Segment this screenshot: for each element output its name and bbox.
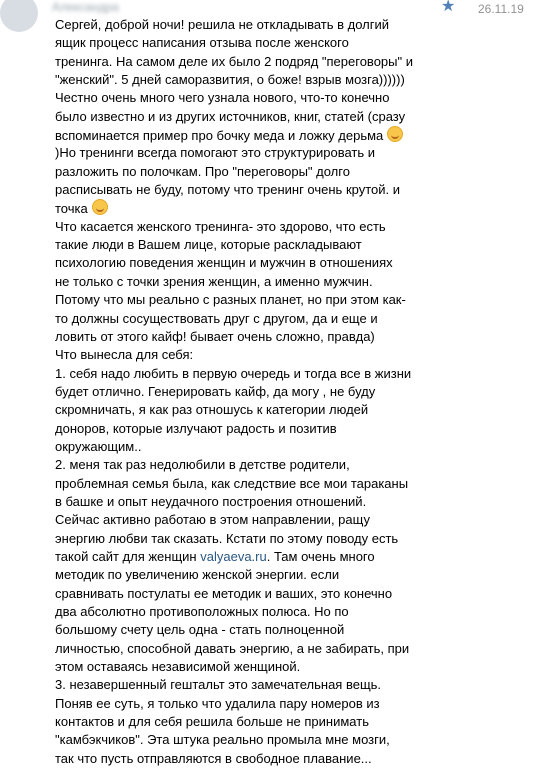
text-line: Сергей, доброй ночи! решила не откладывать в долгий <box>55 17 390 32</box>
text-line: 2. меня так раз недолюбили в детстве родители, <box>55 457 350 473</box>
text-line: два абсолютно противоположных полюса. Но по <box>55 604 349 619</box>
text-line <box>55 126 525 144</box>
text-line: )Но тренинги всегда помогают это структурировать и <box>55 145 376 161</box>
review-text <box>55 16 525 768</box>
text-line: такие люди в Вашем лице, которые раскладывают <box>55 237 362 253</box>
text-line <box>55 548 525 566</box>
text-segment: точка <box>55 201 88 217</box>
text-line: будет отлично. Генерировать кайф, да могу , не буду <box>55 383 376 399</box>
text-line: тренинга. На самом деле их было 2 подряд "переговоры" и <box>55 53 413 69</box>
valyaeva-link[interactable]: valyaeva.ru <box>200 548 267 564</box>
text-line: проблемная семья была, как следствие все мои тараканы <box>55 475 409 491</box>
smiling-face-emoji-icon <box>92 199 108 215</box>
text-line: Честно очень много чего узнала нового, что-то конечно <box>55 90 390 106</box>
avatar[interactable] <box>0 0 38 32</box>
text-line: Поняв ее суть, я только что удалила пару номеров из <box>55 695 380 711</box>
text-line: скромничать, я как раз отношусь к категории людей <box>55 402 369 418</box>
text-line: Сейчас активно работаю в этом направлении, ращу <box>55 512 370 528</box>
text-line: сравнивать постулаты ее методик и ваших, это конечно <box>55 585 393 601</box>
text-line: большому счету цель одна - стать полноценной <box>55 622 345 638</box>
text-line: 1. себя надо любить в первую очередь и тогда все в жизни <box>55 365 412 381</box>
text-line: личностью, способной давать энергию, а не забирать, при <box>55 640 410 656</box>
text-line: Что касается женского тренинга- это здорово, что есть <box>55 218 386 234</box>
text-segment: такой сайт для женщин <box>55 548 197 564</box>
text-line: ящик процесс написания отзыва после женского <box>55 35 349 51</box>
text-line: контактов и для себя решила больше не принимать <box>55 714 369 730</box>
star-icon[interactable]: ★ <box>441 0 456 15</box>
text-line: в башке и опыт неудачного построения отношений. <box>55 493 367 509</box>
author-name[interactable]: Александра <box>52 0 119 14</box>
post-date: 26.11.19 <box>478 2 524 16</box>
text-segment: вспоминается пример про бочку меда и ложку дерьма <box>55 128 384 144</box>
text-line: окружающим.. <box>55 438 142 454</box>
text-line: Что вынесла для себя: <box>55 347 194 363</box>
text-line: "женский". 5 дней саморазвития, о боже! взрыв мозга)))))) <box>55 72 405 88</box>
text-line: этом оставаясь независимой женщиной. <box>55 659 301 675</box>
text-line: методик по увеличению женской энергии. если <box>55 567 340 583</box>
text-line: то должны сосуществовать друг с другом, да и еще и <box>55 310 378 326</box>
text-line: было известно и из других источников, книг, статей (сразу <box>55 108 406 124</box>
text-line: расписывать не буду, потому что тренинг очень крутой. и <box>55 182 401 198</box>
text-line: так что пусть отправляются в свободное плавание... <box>55 750 372 766</box>
smiling-face-emoji-icon <box>387 126 403 142</box>
text-line: ловить от этого кайф! бывает очень сложно, правда) <box>55 328 375 344</box>
text-line: 3. незавершенный гештальт это замечательная вещь. <box>55 677 382 693</box>
text-line <box>55 199 525 217</box>
text-segment: . Там очень много <box>266 548 375 564</box>
text-line: психологию поведения женщин и мужчин в отношениях <box>55 255 393 271</box>
text-line: доноров, которые излучают радость и позитив <box>55 420 337 436</box>
text-line: Потому что мы реально с разных планет, но при этом как- <box>55 292 406 308</box>
text-line: разложить по полочкам. Про "переговоры" долго <box>55 163 350 179</box>
text-line: не только с точки зрения женщин, а именно мужчин. <box>55 273 373 289</box>
text-line: энергию любви так сказать. Кстати по этому поводу есть <box>55 530 399 546</box>
text-line: "камбэкчиков". Эта штука реально промыла мне мозги, <box>55 732 390 748</box>
